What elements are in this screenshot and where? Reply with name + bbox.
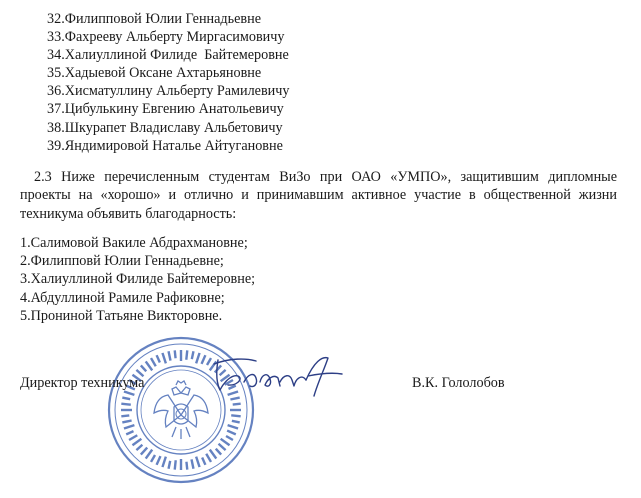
seal-letter-mark: [210, 450, 216, 459]
seal-letter-mark: [169, 351, 171, 360]
list-item: 4.Абдуллиной Рамиле Рафиковне;: [20, 289, 225, 306]
seal-letter-mark: [231, 415, 240, 416]
seal-letter-mark: [175, 460, 176, 469]
list-item: 5.Прониной Татьяне Викторовне.: [20, 307, 223, 324]
seal-letter-mark: [186, 350, 187, 359]
seal-letter-mark: [226, 436, 233, 440]
list-item: 36.Хисматуллину Альберту Рамилевичу: [47, 83, 290, 100]
list-item: 32.Филипповой Юлии Геннадьевне: [47, 11, 262, 27]
seal-letter-mark: [141, 365, 146, 371]
seal-letter-mark: [124, 425, 134, 428]
seal-letter-mark: [221, 439, 230, 445]
seal-letter-mark: [151, 455, 155, 462]
list-item: 39.Яндимировой Наталье Айтугановне: [47, 137, 283, 154]
seal-letter-mark: [157, 456, 161, 465]
seal-letter-mark: [129, 435, 137, 440]
signatory-name: В.К. Гололобов: [412, 375, 505, 391]
list-item: 34.Халиуллиной Филиде Байтемеровне: [47, 47, 289, 64]
list-item: 3.Халиуллиной Филиде Байтемеровне;: [20, 271, 256, 288]
gratitude-list: [20, 234, 255, 325]
seal-letter-mark: [132, 439, 141, 445]
seal-letter-mark: [146, 450, 152, 459]
seal-letter-mark: [121, 415, 129, 416]
seal-letter-mark: [136, 445, 142, 450]
student-list-top: [47, 10, 290, 155]
signatory-position: Директор техникума: [20, 375, 145, 391]
seal-letter-mark: [196, 353, 199, 363]
seal-letter-mark: [206, 454, 211, 462]
seal-letter-mark: [175, 350, 176, 358]
list-item: 38.Шкурапет Владиславу Альбетовичу: [47, 119, 283, 136]
seal-letter-mark: [227, 431, 236, 435]
seal-letter-mark: [162, 457, 165, 467]
seal-letter-mark: [141, 448, 147, 455]
seal-letter-mark: [121, 404, 130, 405]
list-item: 35.Хадыевой Оксане Ахтарьяновне: [47, 65, 262, 82]
seal-letter-mark: [228, 425, 238, 428]
seal-letter-mark: [146, 361, 152, 370]
seal-letter-mark: [162, 353, 165, 363]
seal-letter-mark: [202, 458, 205, 465]
seal-letter-mark: [192, 459, 194, 468]
seal-letter-mark: [202, 355, 206, 364]
seal-letter-mark: [151, 358, 156, 366]
list-item: 2.Филипповй Юлии Геннадьевне;: [20, 253, 224, 270]
seal-letter-mark: [219, 444, 226, 450]
seal-letter-mark: [169, 461, 171, 469]
seal-letter-mark: [233, 404, 241, 405]
seal-letter-mark: [186, 462, 187, 470]
list-item: 1.Салимовой Вакиле Абдрахмановне;: [20, 235, 248, 251]
seal-letter-mark: [196, 457, 199, 467]
list-item: 37.Цибулькину Евгению Анатольевичу: [47, 101, 284, 118]
seal-letter-mark: [216, 449, 221, 455]
seal-letter-mark: [157, 355, 160, 362]
seal-letter-mark: [232, 421, 240, 423]
seal-letter-mark: [122, 398, 130, 400]
seal-letter-mark: [122, 421, 131, 423]
list-item: 33.Фахрееву Альберту Миргасимовичу: [47, 29, 285, 46]
handwritten-signature-icon: [210, 352, 350, 400]
seal-letter-mark: [126, 431, 133, 434]
gratitude-paragraph: 2.3 Ниже перечисленным студентам ВиЗо при ОАО «УМПО», защитившим дипломные проекты на «хорошо» и отлично и принимавшим активное участие в общественной жизни техникума объявить благодарность:: [20, 169, 617, 222]
seal-letter-mark: [192, 351, 194, 359]
